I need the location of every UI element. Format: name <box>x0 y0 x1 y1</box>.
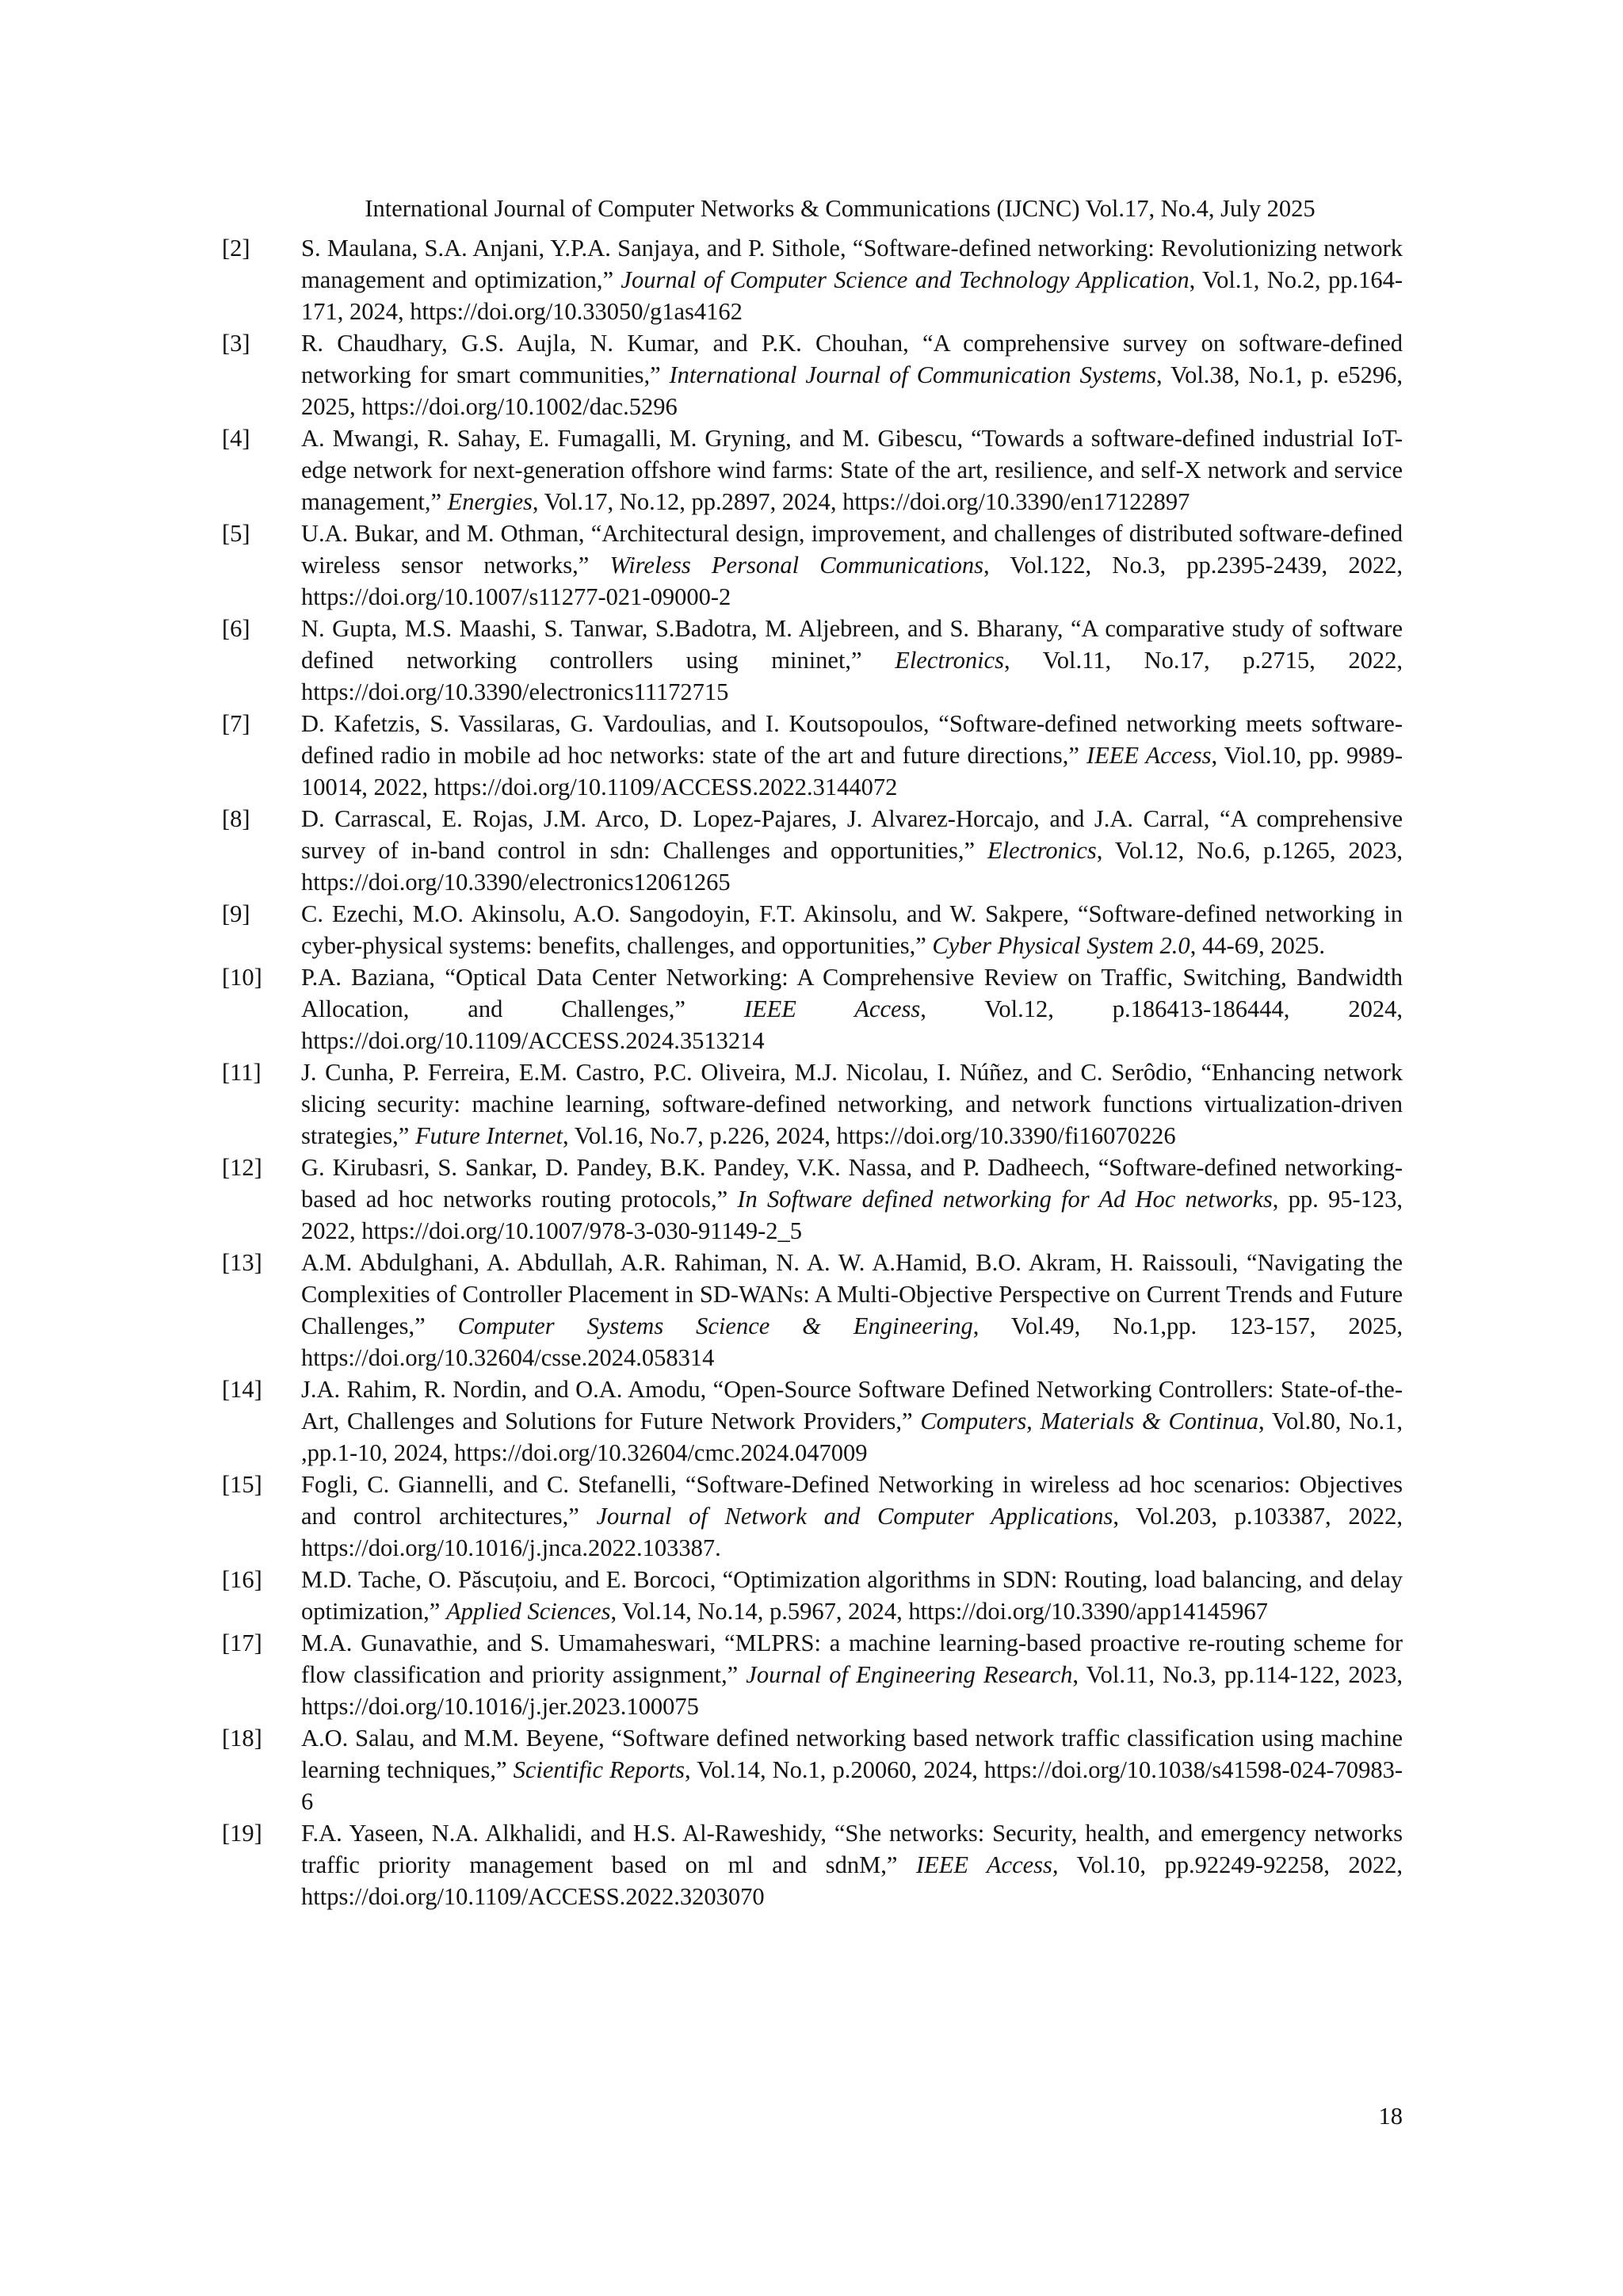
reference-segment: A. Mwangi, R. Sahay, E. Fumagalli, M. Gryning, and M. Gibescu, “Towards a software-defined industrial IoT-edge network for next-generation offshore wind farms: State of the art, resilience, and self-X network and service management,” <box>301 425 1403 515</box>
reference-entry <box>222 1056 1403 1152</box>
reference-number: [7] <box>222 710 250 737</box>
reference-venue: Electronics <box>895 647 1004 674</box>
reference-entry <box>222 232 1403 327</box>
reference-segment: , Vol.203, p.103387, 2022, https://doi.org/10.1016/j.jnca.2022.103387. <box>301 1503 1403 1561</box>
reference-entry <box>222 422 1403 518</box>
reference-entry <box>222 1247 1403 1373</box>
reference-entry <box>222 803 1403 898</box>
reference-text <box>301 1154 1403 1244</box>
reference-segment: R. Chaudhary, G.S. Aujla, N. Kumar, and P.K. Chouhan, “A comprehensive survey on software-defined networking for smart communities,” <box>301 330 1403 388</box>
reference-entry <box>222 708 1403 803</box>
reference-number: [3] <box>222 330 250 357</box>
reference-venue: Cyber Physical System 2.0 <box>932 932 1190 959</box>
reference-text <box>301 1471 1403 1561</box>
reference-text <box>301 1059 1403 1149</box>
reference-text <box>301 425 1403 515</box>
reference-text <box>301 1566 1403 1625</box>
reference-entry <box>222 1373 1403 1469</box>
reference-number: [17] <box>222 1629 262 1656</box>
reference-venue: Computer Systems Science & Engineering <box>457 1312 973 1339</box>
reference-segment: F.A. Yaseen, N.A. Alkhalidi, and H.S. Al-Raweshidy, “She networks: Security, health, and emergency networks traffic priority management based on ml and sdnM,” <box>301 1820 1403 1878</box>
reference-text <box>301 900 1403 959</box>
reference-segment: , Vol.12, p.186413-186444, 2024, https://doi.org/10.1109/ACCESS.2024.3513214 <box>301 995 1403 1054</box>
reference-text <box>301 1820 1403 1910</box>
reference-text <box>301 235 1403 325</box>
reference-segment: , pp. 95-123, 2022, https://doi.org/10.1007/978-3-030-91149-2_5 <box>301 1186 1403 1244</box>
reference-segment: , Vol.12, No.6, p.1265, 2023, https://doi.org/10.3390/electronics12061265 <box>301 837 1403 896</box>
reference-number: [11] <box>222 1059 262 1086</box>
reference-segment: G. Kirubasri, S. Sankar, D. Pandey, B.K. Pandey, V.K. Nassa, and P. Dadheech, “Software-defined networking-based ad hoc networks routing protocols,” <box>301 1154 1403 1213</box>
reference-segment: , Vol.14, No.14, p.5967, 2024, https://doi.org/10.3390/app14145967 <box>610 1598 1268 1625</box>
reference-segment: J.A. Rahim, R. Nordin, and O.A. Amodu, “Open-Source Software Defined Networking Controllers: State-of-the-Art, Challenges and Solutions for Future Network Providers,” <box>301 1376 1403 1435</box>
reference-number: [9] <box>222 900 250 927</box>
reference-text <box>301 710 1403 800</box>
reference-text <box>301 964 1403 1054</box>
reference-text <box>301 1249 1403 1371</box>
reference-segment: , Vol.80, No.1, ,pp.1-10, 2024, https://doi.org/10.32604/cmc.2024.047009 <box>301 1408 1403 1466</box>
reference-text <box>301 330 1403 420</box>
reference-segment: , Vol.38, No.1, p. e5296, 2025, https://doi.org/10.1002/dac.5296 <box>301 361 1403 420</box>
reference-segment: C. Ezechi, M.O. Akinsolu, A.O. Sangodoyin, F.T. Akinsolu, and W. Sakpere, “Software-defined networking in cyber-physical systems: benefits, challenges, and opportunities,” <box>301 900 1403 959</box>
reference-segment: J. Cunha, P. Ferreira, E.M. Castro, P.C. Oliveira, M.J. Nicolau, I. Núñez, and C. Serôdio, “Enhancing network slicing security: machine learning, software-defined networking, and network functions virtualization-driven strategies,” <box>301 1059 1403 1149</box>
reference-venue: Future Internet <box>414 1122 563 1149</box>
reference-segment: M.A. Gunavathie, and S. Umamaheswari, “MLPRS: a machine learning-based proactive re-routing scheme for flow classification and priority assignment,” <box>301 1629 1403 1688</box>
reference-segment: P.A. Baziana, “Optical Data Center Networking: A Comprehensive Review on Traffic, Switching, Bandwidth Allocation, and Challenges,” <box>301 964 1403 1022</box>
reference-segment: , Vol.17, No.12, pp.2897, 2024, https://doi.org/10.3390/en17122897 <box>532 488 1190 515</box>
reference-segment: , Vol.49, No.1,pp. 123-157, 2025, https://doi.org/10.32604/csse.2024.058314 <box>301 1312 1403 1371</box>
reference-entry <box>222 1627 1403 1722</box>
reference-segment: Vol.10, pp.92249-92258, 2022, https://doi.org/10.1109/ACCESS.2022.3203070 <box>301 1851 1403 1910</box>
reference-text <box>301 1725 1403 1815</box>
reference-entry <box>222 1152 1403 1247</box>
reference-segment: D. Kafetzis, S. Vassilaras, G. Vardoulias, and I. Koutsopoulos, “Software-defined networking meets software-defined radio in mobile ad hoc networks: state of the art and future directions,” <box>301 710 1403 769</box>
reference-text <box>301 615 1403 705</box>
reference-venue: Journal of Engineering Research <box>746 1661 1073 1688</box>
reference-venue: Scientific Reports <box>513 1756 685 1783</box>
reference-entry <box>222 1722 1403 1817</box>
reference-entry <box>222 518 1403 613</box>
reference-segment: , Vol.11, No.3, pp.114-122, 2023, https://doi.org/10.1016/j.jer.2023.100075 <box>301 1661 1403 1720</box>
reference-venue: Energies <box>447 488 533 515</box>
reference-number: [14] <box>222 1376 262 1403</box>
reference-venue: Applied Sciences <box>445 1598 611 1625</box>
reference-segment: S. Maulana, S.A. Anjani, Y.P.A. Sanjaya, and P. Sithole, “Software-defined networking: Revolutionizing network management and optimization,” <box>301 235 1403 293</box>
reference-venue: In Software defined networking for Ad Hoc networks <box>737 1186 1273 1213</box>
reference-number: [18] <box>222 1725 262 1752</box>
reference-entry <box>222 1564 1403 1627</box>
reference-entry <box>222 613 1403 708</box>
reference-number: [5] <box>222 520 250 547</box>
reference-text <box>301 1629 1403 1720</box>
reference-text <box>301 805 1403 896</box>
reference-entry <box>222 898 1403 961</box>
reference-number: [6] <box>222 615 250 642</box>
reference-segment: M.D. Tache, O. Păscuțoiu, and E. Borcoci, “Optimization algorithms in SDN: Routing, load balancing, and delay optimization,” <box>301 1566 1403 1625</box>
reference-entry <box>222 1817 1403 1912</box>
reference-number: [16] <box>222 1566 262 1593</box>
reference-venue: Wireless Personal Communications <box>609 552 983 579</box>
reference-number: [15] <box>222 1471 262 1498</box>
reference-segment: , 44-69, 2025. <box>1190 932 1325 959</box>
reference-segment: , Vol.16, No.7, p.226, 2024, https://doi.org/10.3390/fi16070226 <box>563 1122 1176 1149</box>
reference-segment: A.M. Abdulghani, A. Abdullah, A.R. Rahiman, N. A. W. A.Hamid, B.O. Akram, H. Raissouli, “Navigating the Complexities of Controller Placement in SD-WANs: A Multi-Objective Perspective on Current Trends and Future Challenges,” <box>301 1249 1403 1339</box>
reference-entry <box>222 961 1403 1056</box>
reference-number: [4] <box>222 425 250 452</box>
reference-list <box>222 232 1403 1912</box>
reference-segment: , Vol.11, No.17, p.2715, 2022, https://doi.org/10.3390/electronics11172715 <box>301 647 1403 705</box>
reference-text <box>301 1376 1403 1466</box>
reference-segment: , Vol.1, No.2, pp.164-171, 2024, https://doi.org/10.33050/g1as4162 <box>301 266 1403 325</box>
reference-venue: IEEE Access, <box>915 1851 1059 1878</box>
reference-venue: International Journal of Communication Systems <box>669 361 1157 388</box>
reference-segment: , Vol.122, No.3, pp.2395-2439, 2022, https://doi.org/10.1007/s11277-021-09000-2 <box>301 552 1403 610</box>
reference-segment: A.O. Salau, and M.M. Beyene, “Software defined networking based network traffic classification using machine learning techniques,” <box>301 1725 1403 1783</box>
reference-segment: Fogli, C. Giannelli, and C. Stefanelli, “Software-Defined Networking in wireless ad hoc scenarios: Objectives and control architectures,” <box>301 1471 1403 1530</box>
reference-venue: IEEE Access <box>743 995 921 1022</box>
reference-number: [13] <box>222 1249 262 1276</box>
reference-segment: , Vol.14, No.1, p.20060, 2024, https://doi.org/10.1038/s41598-024-70983-6 <box>301 1756 1403 1815</box>
reference-number: [2] <box>222 235 250 262</box>
reference-text <box>301 520 1403 610</box>
reference-entry <box>222 327 1403 422</box>
reference-venue: Journal of Computer Science and Technology Application <box>621 266 1190 293</box>
reference-number: [8] <box>222 805 250 832</box>
reference-number: [19] <box>222 1820 262 1847</box>
reference-segment: U.A. Bukar, and M. Othman, “Architectural design, improvement, and challenges of distributed software-defined wireless sensor networks,” <box>301 520 1403 579</box>
reference-number: [10] <box>222 964 262 991</box>
reference-segment: D. Carrascal, E. Rojas, J.M. Arco, D. Lopez-Pajares, J. Alvarez-Horcajo, and J.A. Carral, “A comprehensive survey of in-band control in sdn: Challenges and opportunities,” <box>301 805 1403 864</box>
reference-venue: IEEE Access <box>1086 742 1212 769</box>
running-header: International Journal of Computer Networks & Communications (IJCNC) Vol.17, No.4, July 2025 <box>365 195 1316 222</box>
reference-entry <box>222 1469 1403 1564</box>
reference-segment: N. Gupta, M.S. Maashi, S. Tanwar, S.Badotra, M. Aljebreen, and S. Bharany, “A comparative study of software defined networking controllers using mininet,” <box>301 615 1403 674</box>
reference-venue: Electronics <box>987 837 1097 864</box>
reference-number: [12] <box>222 1154 262 1181</box>
reference-segment: , Viol.10, pp. 9989-10014, 2022, https://doi.org/10.1109/ACCESS.2022.3144072 <box>301 742 1403 800</box>
reference-venue: Journal of Network and Computer Applications <box>596 1503 1113 1530</box>
page-number: 18 <box>1378 2103 1403 2130</box>
reference-venue: Computers, Materials & Continua <box>920 1408 1259 1435</box>
